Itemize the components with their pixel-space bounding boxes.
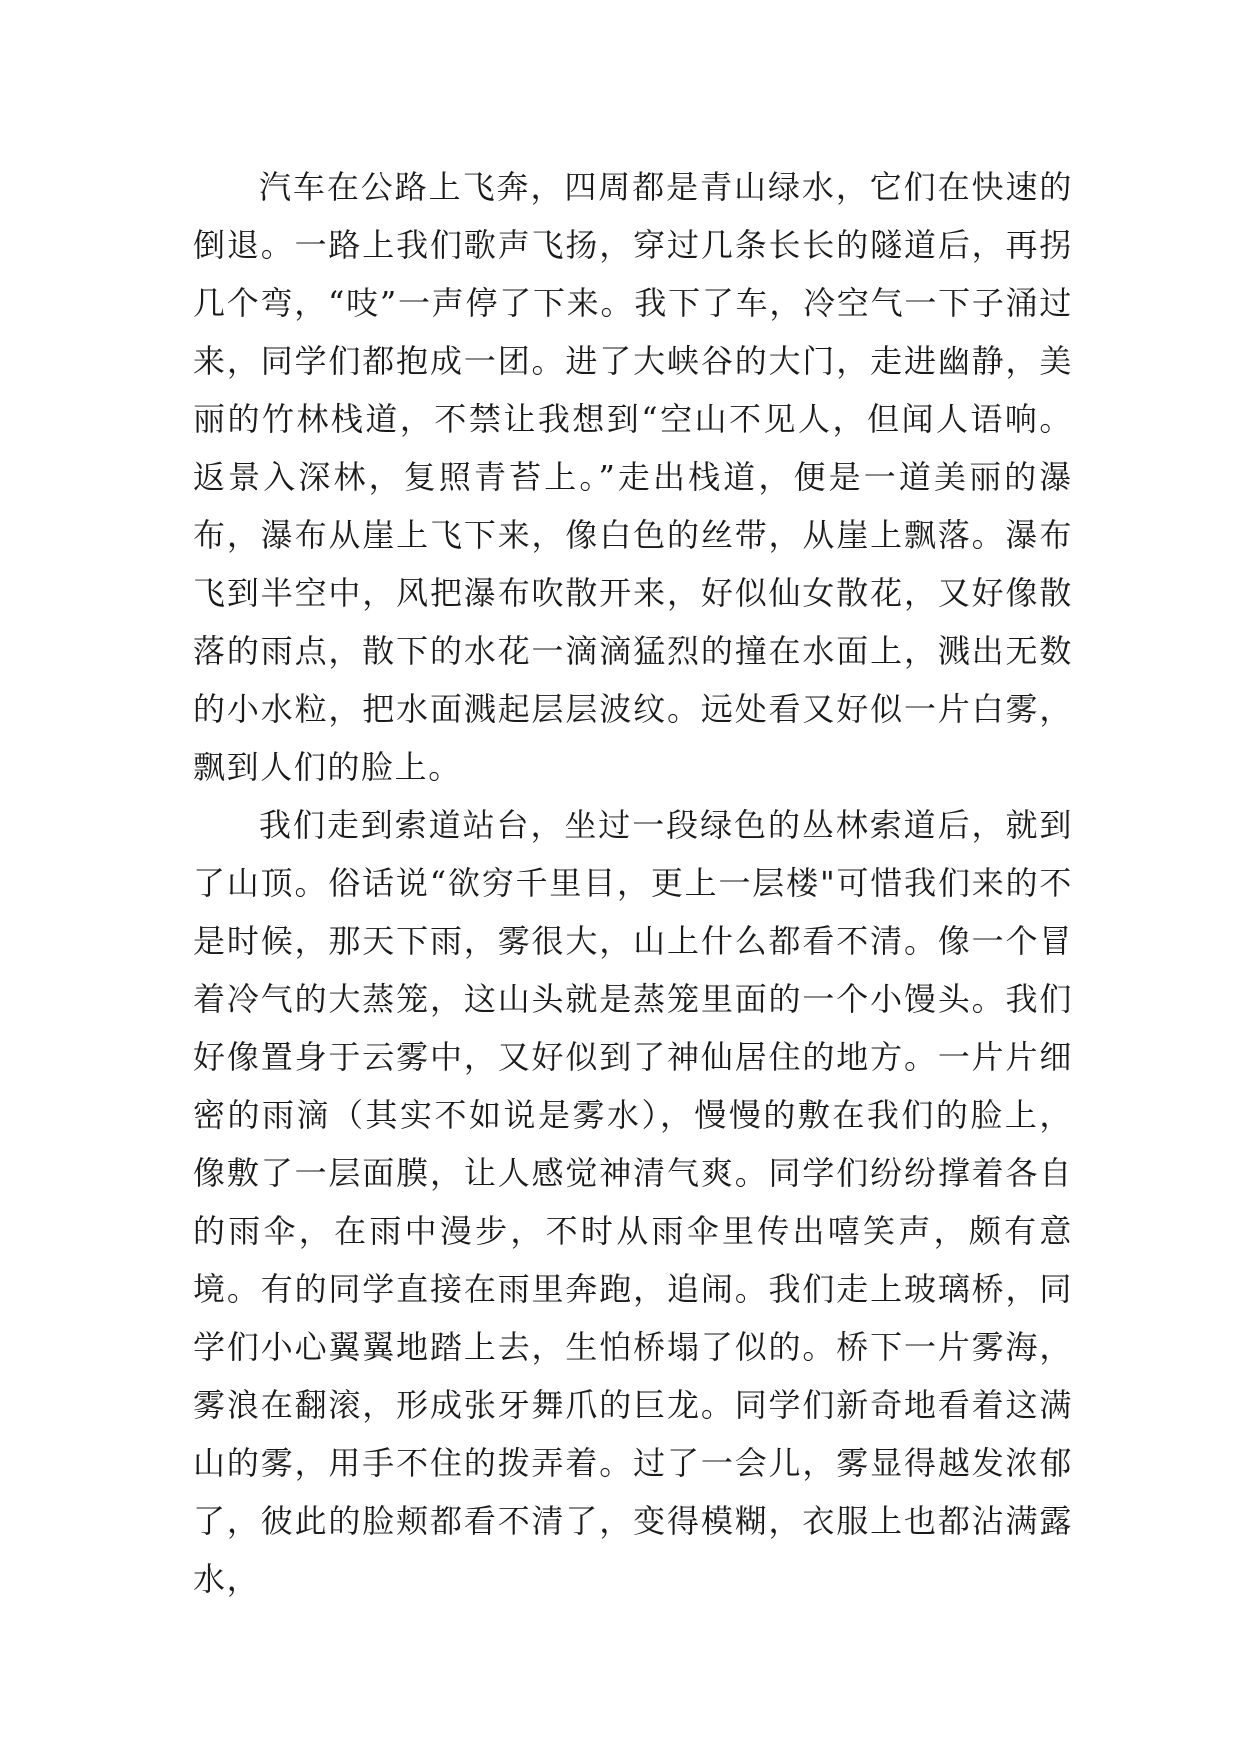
paragraph-waterfall: 汽车在公路上飞奔，四周都是青山绿水，它们在快速的倒退。一路上我们歌声飞扬，穿过几条长长的隧道后，再拐几个弯，“吱”一声停了下来。我下了车，冷空气一下子涌过来，同学们都抱成一团。进了大峡谷的大门，走进幽静，美丽的竹林栈道，不禁让我想到“空山不见人，但闻人语响。返景入深林，复照青苔上。”走出栈道，便是一道美丽的瀑布，瀑布从崖上飞下来，像白色的丝带，从崖上飘落。瀑布飞到半空中，风把瀑布吹散开来，好似仙女散花，又好像散落的雨点，散下的水花一滴滴猛烈的撞在水面上，溅出无数的小水粒，把水面溅起层层波纹。远处看又好似一片白雾，飘到人们的脸上。: [193, 168, 1073, 786]
document-body: [193, 158, 1073, 1608]
paragraph-mountain-fog: 我们走到索道站台，坐过一段绿色的丛林索道后，就到了山顶。俗话说“欲穷千里目，更上一层楼"可惜我们来的不是时候，那天下雨，雾很大，山上什么都看不清。像一个冒着冷气的大蒸笼，这山头就是蒸笼里面的一个小馒头。我们好像置身于云雾中，又好似到了神仙居住的地方。一片片细密的雨滴（其实不如说是雾水），慢慢的敷在我们的脸上，像敷了一层面膜，让人感觉神清气爽。同学们纷纷撑着各自的雨伞，在雨中漫步，不时从雨伞里传出嘻笑声，颇有意境。有的同学直接在雨里奔跑，追闹。我们走上玻璃桥，同学们小心翼翼地踏上去，生怕桥塌了似的。桥下一片雾海，雾浪在翻滚，形成张牙舞爪的巨龙。同学们新奇地看着这满山的雾，用手不住的拨弄着。过了一会儿，雾显得越发浓郁了，彼此的脸颊都看不清了，变得模糊，衣服上也都沾满露水，: [193, 806, 1073, 1598]
